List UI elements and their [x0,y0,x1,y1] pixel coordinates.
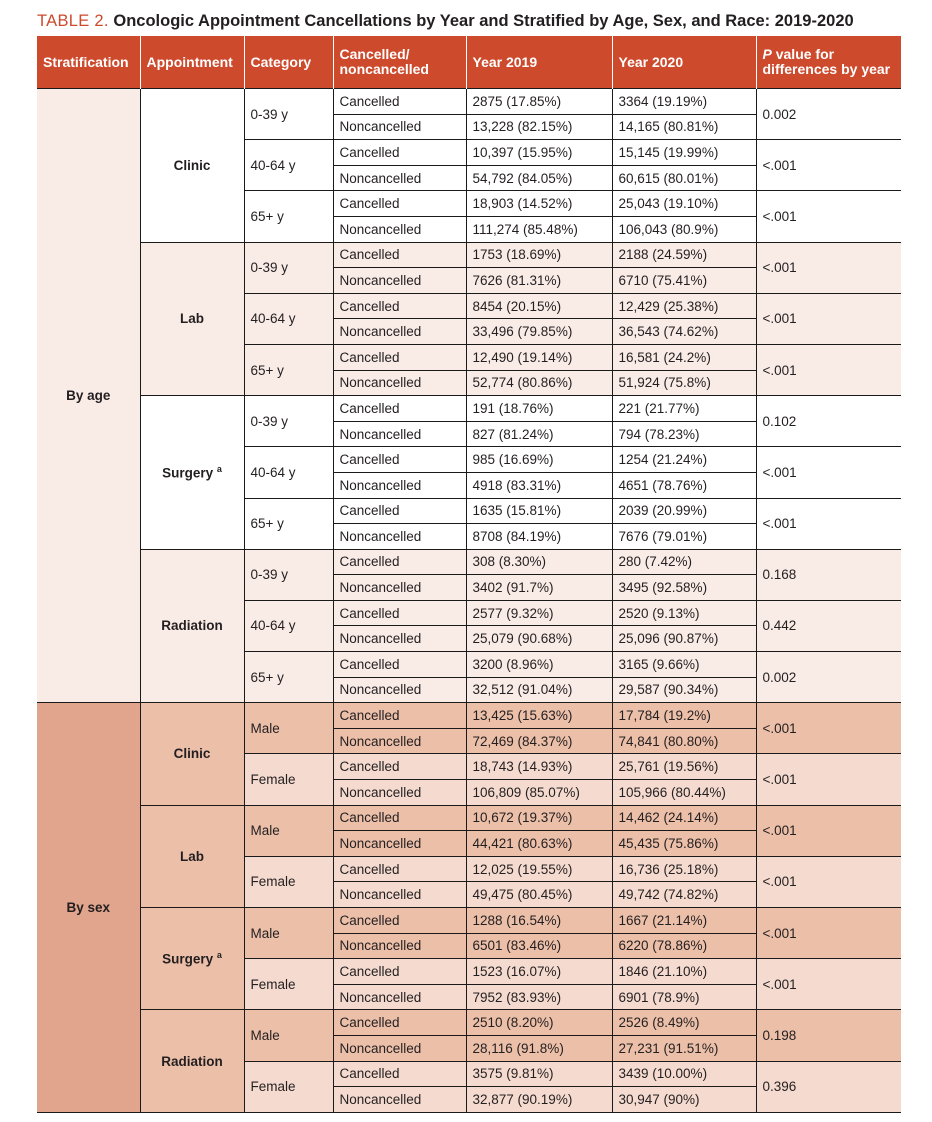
status-cell: Cancelled [333,600,466,626]
year-2019-cell: 3575 (9.81%) [466,1061,612,1087]
pvalue-cell: <.001 [756,856,901,907]
header-status-line1: Cancelled/ [339,46,410,62]
year-2020-cell: 16,736 (25.18%) [612,856,756,882]
pvalue-cell: 0.002 [756,652,901,703]
category-cell: Male [244,908,333,959]
category-cell: Male [244,1010,333,1061]
year-2020-cell: 1846 (21.10%) [612,959,756,985]
year-2019-cell: 7626 (81.31%) [466,268,612,294]
category-cell: Male [244,805,333,856]
year-2019-cell: 4918 (83.31%) [466,472,612,498]
pvalue-cell: 0.168 [756,549,901,600]
appointment-cell [140,89,244,243]
year-2019-cell: 985 (16.69%) [466,447,612,473]
year-2020-cell: 1667 (21.14%) [612,908,756,934]
status-cell: Noncancelled [333,268,466,294]
status-cell: Cancelled [333,754,466,780]
pvalue-cell: <.001 [756,959,901,1010]
year-2019-cell: 308 (8.30%) [466,549,612,575]
year-2020-cell: 106,043 (80.9%) [612,216,756,242]
year-2020-cell: 221 (21.77%) [612,396,756,422]
status-cell: Noncancelled [333,1087,466,1113]
table-row [37,703,901,729]
table-title [37,12,854,31]
header-pvalue-line1: value for [771,46,835,62]
table-row [37,396,901,422]
year-2019-cell: 2577 (9.32%) [466,600,612,626]
year-2020-cell: 25,043 (19.10%) [612,191,756,217]
status-cell: Noncancelled [333,780,466,806]
pvalue-cell: <.001 [756,344,901,395]
appointment-name: Surgery [162,951,214,967]
status-cell: Noncancelled [333,165,466,191]
year-2019-cell: 49,475 (80.45%) [466,882,612,908]
year-2020-cell: 6710 (75.41%) [612,268,756,294]
status-cell: Cancelled [333,344,466,370]
year-2020-cell: 60,615 (80.01%) [612,165,756,191]
status-cell: Noncancelled [333,933,466,959]
category-cell: 40-64 y [244,600,333,651]
category-cell: 65+ y [244,652,333,703]
year-2019-cell: 28,116 (91.8%) [466,1035,612,1061]
year-2020-cell: 2188 (24.59%) [612,242,756,268]
header-status-line2: noncancelled [339,61,429,77]
category-cell: 65+ y [244,344,333,395]
year-2019-cell: 18,903 (14.52%) [466,191,612,217]
year-2020-cell: 49,742 (74.82%) [612,882,756,908]
table-row [37,1010,901,1036]
year-2019-cell: 1288 (16.54%) [466,908,612,934]
year-2019-cell: 2875 (17.85%) [466,89,612,115]
year-2020-cell: 105,966 (80.44%) [612,780,756,806]
appointment-name: Clinic [173,157,211,173]
appointment-cell [140,805,244,907]
category-cell: Female [244,856,333,907]
category-cell: 40-64 y [244,293,333,344]
year-2019-cell: 106,809 (85.07%) [466,780,612,806]
year-2020-cell: 3364 (19.19%) [612,89,756,115]
category-cell: 0-39 y [244,549,333,600]
year-2019-cell: 8708 (84.19%) [466,524,612,550]
pvalue-cell: <.001 [756,140,901,191]
year-2019-cell: 10,672 (19.37%) [466,805,612,831]
year-2019-cell: 1523 (16.07%) [466,959,612,985]
year-2019-cell: 52,774 (80.86%) [466,370,612,396]
status-cell: Cancelled [333,959,466,985]
category-cell: Female [244,754,333,805]
year-2019-cell: 1753 (18.69%) [466,242,612,268]
table-row [37,549,901,575]
header-year-2020: Year 2020 [612,36,756,89]
year-2020-cell: 30,947 (90%) [612,1087,756,1113]
status-cell: Cancelled [333,856,466,882]
year-2020-cell: 2526 (8.49%) [612,1010,756,1036]
table-row [37,89,901,115]
category-cell: 40-64 y [244,140,333,191]
status-cell: Noncancelled [333,882,466,908]
status-cell: Cancelled [333,1061,466,1087]
year-2020-cell: 1254 (21.24%) [612,447,756,473]
header-status [333,36,466,89]
status-cell: Noncancelled [333,677,466,703]
year-2019-cell: 44,421 (80.63%) [466,831,612,857]
year-2019-cell: 72,469 (84.37%) [466,728,612,754]
appointment-name: Surgery [162,465,214,481]
pvalue-cell: 0.102 [756,396,901,447]
year-2019-cell: 18,743 (14.93%) [466,754,612,780]
year-2020-cell: 25,096 (90.87%) [612,626,756,652]
status-cell: Cancelled [333,242,466,268]
year-2020-cell: 74,841 (80.80%) [612,728,756,754]
appointment-cell [140,1010,244,1112]
year-2020-cell: 2039 (20.99%) [612,498,756,524]
year-2020-cell: 280 (7.42%) [612,549,756,575]
pvalue-cell: <.001 [756,447,901,498]
status-cell: Cancelled [333,293,466,319]
pvalue-cell: <.001 [756,754,901,805]
year-2019-cell: 7952 (83.93%) [466,984,612,1010]
category-cell: Female [244,959,333,1010]
year-2020-cell: 6220 (78.86%) [612,933,756,959]
appointment-cell [140,396,244,550]
status-cell: Cancelled [333,140,466,166]
table-row [37,908,901,934]
year-2020-cell: 3165 (9.66%) [612,652,756,678]
header-stratification: Stratification [37,36,140,89]
table-row [37,805,901,831]
year-2020-cell: 4651 (78.76%) [612,472,756,498]
year-2019-cell: 2510 (8.20%) [466,1010,612,1036]
year-2020-cell: 6901 (78.9%) [612,984,756,1010]
appointment-name: Lab [179,848,204,864]
year-2020-cell: 14,165 (80.81%) [612,114,756,140]
pvalue-cell: 0.396 [756,1061,901,1112]
header-pvalue [756,36,901,89]
year-2020-cell: 36,543 (74.62%) [612,319,756,345]
year-2019-cell: 3402 (91.7%) [466,575,612,601]
year-2020-cell: 15,145 (19.99%) [612,140,756,166]
status-cell: Cancelled [333,703,466,729]
header-appointment: Appointment [140,36,244,89]
appointment-cell [140,242,244,396]
header-year-2019: Year 2019 [466,36,612,89]
year-2019-cell: 3200 (8.96%) [466,652,612,678]
year-2019-cell: 32,877 (90.19%) [466,1087,612,1113]
status-cell: Noncancelled [333,524,466,550]
year-2020-cell: 17,784 (19.2%) [612,703,756,729]
appointment-name: Radiation [161,1053,223,1069]
status-cell: Cancelled [333,396,466,422]
status-cell: Noncancelled [333,626,466,652]
status-cell: Cancelled [333,89,466,115]
pvalue-cell: <.001 [756,703,901,754]
category-cell: Female [244,1061,333,1112]
category-cell: 0-39 y [244,242,333,293]
year-2020-cell: 45,435 (75.86%) [612,831,756,857]
status-cell: Noncancelled [333,831,466,857]
footnote-marker: a [216,950,222,961]
appointment-cell [140,703,244,805]
year-2020-cell: 12,429 (25.38%) [612,293,756,319]
table-label: TABLE 2. [37,12,109,30]
category-cell: 0-39 y [244,89,333,140]
status-cell: Cancelled [333,191,466,217]
status-cell: Noncancelled [333,421,466,447]
status-cell: Cancelled [333,1010,466,1036]
year-2019-cell: 12,025 (19.55%) [466,856,612,882]
table-body [37,89,901,1113]
status-cell: Noncancelled [333,114,466,140]
year-2020-cell: 3439 (10.00%) [612,1061,756,1087]
category-cell: 40-64 y [244,447,333,498]
pvalue-cell: 0.002 [756,89,901,140]
appointment-name: Lab [179,311,204,327]
status-cell: Cancelled [333,805,466,831]
year-2019-cell: 54,792 (84.05%) [466,165,612,191]
appointment-name: Radiation [161,618,223,634]
appointment-name: Clinic [173,746,211,762]
year-2019-cell: 10,397 (15.95%) [466,140,612,166]
year-2019-cell: 12,490 (19.14%) [466,344,612,370]
header-pvalue-p: P [762,46,772,62]
status-cell: Noncancelled [333,728,466,754]
status-cell: Cancelled [333,549,466,575]
year-2019-cell: 827 (81.24%) [466,421,612,447]
pvalue-cell: <.001 [756,908,901,959]
year-2020-cell: 14,462 (24.14%) [612,805,756,831]
pvalue-cell: <.001 [756,805,901,856]
status-cell: Noncancelled [333,575,466,601]
status-cell: Cancelled [333,447,466,473]
appointment-cell [140,549,244,703]
year-2020-cell: 794 (78.23%) [612,421,756,447]
year-2019-cell: 33,496 (79.85%) [466,319,612,345]
table-caption: Oncologic Appointment Cancellations by Year and Stratified by Age, Sex, and Race: 2019-2020 [113,12,854,30]
status-cell: Noncancelled [333,319,466,345]
category-cell: 0-39 y [244,396,333,447]
pvalue-cell: <.001 [756,191,901,242]
pvalue-cell: <.001 [756,293,901,344]
header-row [37,36,901,89]
status-cell: Cancelled [333,652,466,678]
year-2019-cell: 13,425 (15.63%) [466,703,612,729]
footnote-marker: a [216,464,222,475]
year-2019-cell: 111,274 (85.48%) [466,216,612,242]
year-2020-cell: 7676 (79.01%) [612,524,756,550]
status-cell: Noncancelled [333,984,466,1010]
year-2019-cell: 1635 (15.81%) [466,498,612,524]
year-2020-cell: 3495 (92.58%) [612,575,756,601]
cancellations-table [37,36,901,1113]
pvalue-cell: 0.442 [756,600,901,651]
stratification-cell: By age [37,89,140,703]
year-2019-cell: 191 (18.76%) [466,396,612,422]
category-cell: 65+ y [244,498,333,549]
pvalue-cell: 0.198 [756,1010,901,1061]
pvalue-cell: <.001 [756,498,901,549]
status-cell: Noncancelled [333,472,466,498]
year-2019-cell: 13,228 (82.15%) [466,114,612,140]
year-2020-cell: 29,587 (90.34%) [612,677,756,703]
year-2019-cell: 8454 (20.15%) [466,293,612,319]
year-2020-cell: 27,231 (91.51%) [612,1035,756,1061]
header-pvalue-line2: differences by year [762,61,891,77]
category-cell: Male [244,703,333,754]
pvalue-cell: <.001 [756,242,901,293]
header-category: Category [244,36,333,89]
year-2019-cell: 32,512 (91.04%) [466,677,612,703]
status-cell: Noncancelled [333,370,466,396]
table-row [37,242,901,268]
year-2019-cell: 25,079 (90.68%) [466,626,612,652]
year-2020-cell: 25,761 (19.56%) [612,754,756,780]
status-cell: Noncancelled [333,1035,466,1061]
status-cell: Cancelled [333,498,466,524]
status-cell: Cancelled [333,908,466,934]
status-cell: Noncancelled [333,216,466,242]
year-2020-cell: 51,924 (75.8%) [612,370,756,396]
year-2020-cell: 2520 (9.13%) [612,600,756,626]
appointment-cell [140,908,244,1010]
year-2019-cell: 6501 (83.46%) [466,933,612,959]
stratification-cell: By sex [37,703,140,1113]
category-cell: 65+ y [244,191,333,242]
year-2020-cell: 16,581 (24.2%) [612,344,756,370]
